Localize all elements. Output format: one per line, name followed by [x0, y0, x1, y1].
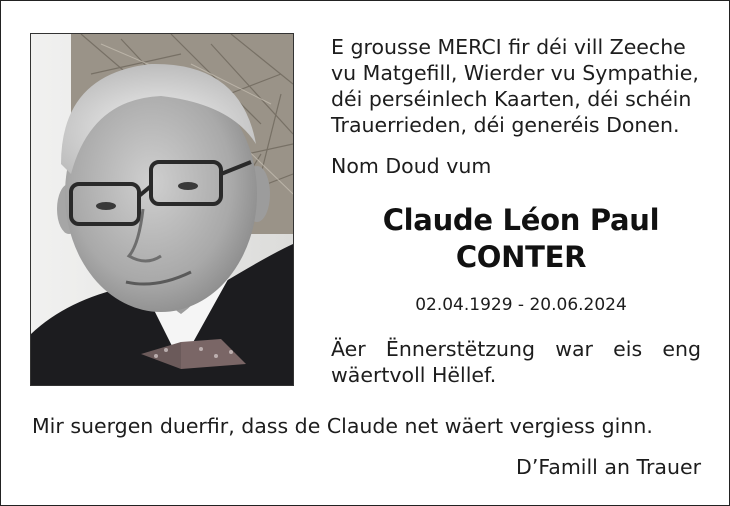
thanks-line: E grousse MERCI fir déi vill Zeeche [331, 35, 686, 59]
thanks-line: Trauerrieden, déi generéis Donen. [331, 113, 680, 137]
portrait-photo [30, 33, 294, 386]
deceased-name-line1: Claude Léon Paul [382, 203, 660, 237]
nom-doud-label: Nom Doud vum [331, 154, 492, 178]
support-line2: wäertvoll Hëllef. [331, 363, 497, 387]
support-line1: Äer Ënnerstëtzung war eis eng [331, 337, 701, 361]
thanks-message [331, 34, 703, 138]
life-dates: 02.04.1929 - 20.06.2024 [415, 295, 627, 315]
family-signature: D’Famill an Trauer [516, 455, 701, 479]
deceased-name-line2: CONTER [455, 240, 587, 274]
support-message [331, 336, 701, 388]
thanks-line: déi perséinlech Kaarten, déi schéin [331, 87, 692, 111]
closing-message: Mir suergen duerfir, dass de Claude net wäert vergiess ginn. [32, 414, 653, 438]
deceased-name [331, 202, 711, 276]
thanks-line: vu Matgefill, Wierder vu Sympathie, [331, 61, 699, 85]
